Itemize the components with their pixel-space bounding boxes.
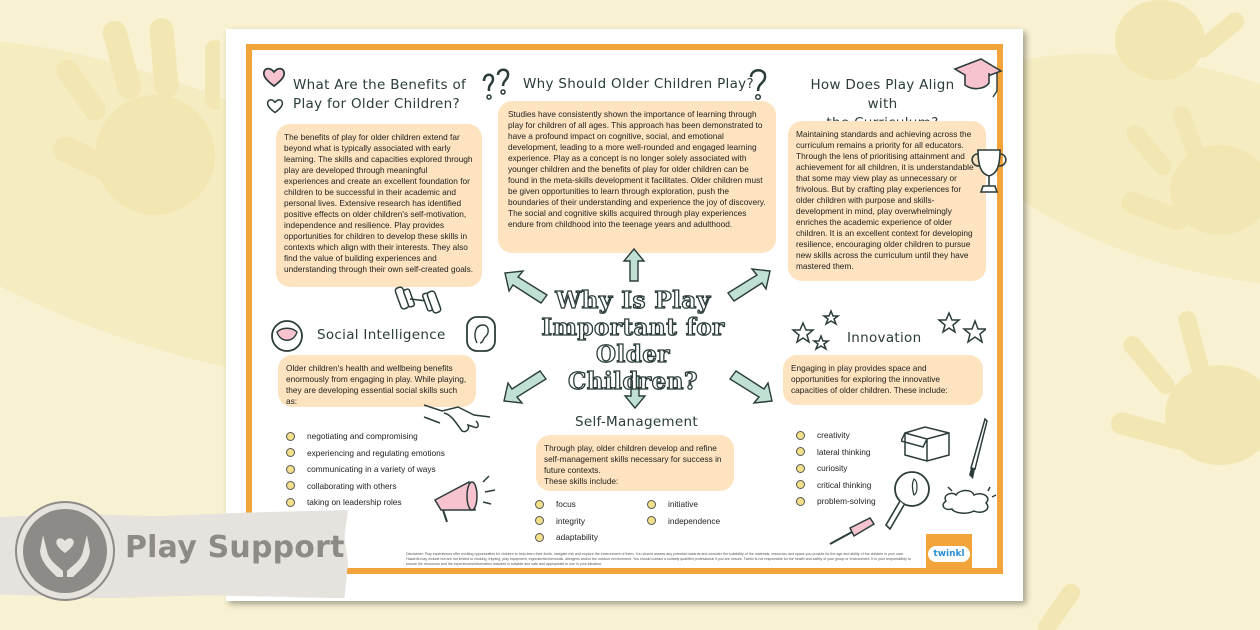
arrow-up-icon	[622, 247, 646, 283]
benefits-title-line1: What Are the Benefits of	[293, 77, 467, 93]
list-item-text: problem-solving	[817, 496, 876, 507]
handprint-icon	[1100, 0, 1260, 90]
social-skills-list	[286, 428, 445, 511]
list-item-text: creativity	[817, 430, 850, 441]
mouth-icon	[270, 319, 304, 353]
curriculum-text-box	[788, 121, 986, 281]
ear-icon	[465, 315, 497, 353]
bullet-icon	[796, 431, 805, 440]
list-item	[796, 444, 876, 461]
paintbrush-icon	[961, 417, 991, 487]
play-support-logo	[15, 501, 115, 601]
bullet-icon	[647, 516, 656, 525]
list-item	[286, 478, 445, 495]
list-item	[286, 428, 445, 445]
curriculum-title-line1: How Does Play Align with	[810, 77, 955, 112]
why-body: Studies have consistently shown the importance of learning through play for children of all ages. This approach has been demonstrated to have a profound impact on cognitive, social, and emotional development, leading to a more well-rounded and engaged learning experience. Play as a concept is no longer solely associated with younger children and the benefits of play for older children can be found in the meta-skills development it facilitates. Older children must be given opportunities to learn through exploration, push the boundaries of their understanding and experience the joy of discovery. The social and cognitive skills acquired through play experiences endure from childhood into the teenage years and adulthood.	[508, 109, 766, 229]
list-item	[647, 513, 720, 530]
self-management-title: Self-Management	[575, 414, 698, 430]
paint-splat-icon	[938, 481, 1000, 519]
bullet-icon	[796, 464, 805, 473]
arrow-down-right-icon	[728, 365, 774, 405]
hands-heart-icon	[35, 521, 95, 581]
innovation-text-box	[783, 355, 983, 405]
list-item	[535, 529, 598, 546]
trophy-icon	[968, 146, 1010, 198]
list-item-text: focus	[556, 499, 576, 510]
list-item-text: communicating in a variety of ways	[307, 464, 436, 475]
social-body: Older children's health and wellbeing benefits enormously from engaging in play. While playing, they are developing essential social skills such as:	[286, 363, 467, 406]
list-item-text: lateral thinking	[817, 446, 871, 457]
list-item	[796, 493, 876, 510]
list-item	[796, 477, 876, 494]
self-management-body-line2: These skills include:	[544, 476, 619, 486]
list-item	[535, 496, 598, 513]
list-item-text: initiative	[668, 499, 698, 510]
benefits-title	[293, 76, 466, 114]
twinkl-logo-text: twinkl	[928, 546, 969, 562]
list-item	[796, 427, 876, 444]
question-mark-icon	[747, 67, 769, 101]
graduation-cap-icon	[953, 55, 1003, 101]
handprint-icon	[1110, 290, 1260, 470]
innovation-skills-list	[796, 427, 876, 510]
bullet-icon	[286, 481, 295, 490]
why-title: Why Should Older Children Play?	[523, 76, 754, 92]
list-item-text: taking on leadership roles	[307, 497, 402, 508]
why-text-box	[498, 101, 776, 253]
list-item	[286, 445, 445, 462]
list-item	[796, 460, 876, 477]
bullet-icon	[796, 480, 805, 489]
self-management-body: Through play, older children develop and refine self-management skills necessary for success in future contexts.	[544, 443, 722, 475]
list-item	[535, 513, 598, 530]
benefits-body: The benefits of play for older children extend far beyond what is typically associated with early learning. The skills and capacities explored through play are developed through meaningful experiences and create an excellent foundation for children to be successful in their academic and personal lives. Extensive research has identified positive effects on older children's self-motivation, independence and resilience. Play provides opportunities for children to develop these skills in contexts which align with their interests. They also find the value of building experiences and understanding through their own self-created goals.	[284, 132, 474, 274]
question-marks-icon	[481, 67, 515, 101]
list-item	[647, 496, 720, 513]
benefits-title-line2: Play for Older Children?	[293, 96, 460, 112]
list-item-text: collaborating with others	[307, 480, 397, 491]
bullet-icon	[286, 432, 295, 441]
arrow-up-right-icon	[726, 267, 772, 307]
innovation-title: Innovation	[847, 330, 922, 346]
bullet-icon	[286, 448, 295, 457]
handprint-icon	[1120, 100, 1260, 250]
curriculum-body: Maintaining standards and achieving across the curriculum remains a priority for all educators. Through the lens of prioritising attainment and achievement for all children, it is understandable that some may view play as unnecessary or frivolous. But by crafting play experiences for older children with purpose and skills-development in mind, play overwhelmingly enriches the academic experience of older children. It is an excellent context for developing resilience, encouraging older children to pursue new skills across the curriculum until they have mastered them.	[796, 129, 974, 271]
bullet-icon	[535, 516, 544, 525]
list-item	[286, 494, 445, 511]
megaphone-icon	[429, 474, 499, 524]
heart-outline-icon	[266, 98, 284, 114]
self-management-text-box	[536, 435, 734, 491]
bullet-icon	[286, 465, 295, 474]
list-item-text: integrity	[556, 515, 586, 526]
bullet-icon	[796, 497, 805, 506]
list-item-text: critical thinking	[817, 479, 872, 490]
list-item-text: experiencing and regulating emotions	[307, 447, 445, 458]
list-item-text: curiosity	[817, 463, 848, 474]
dumbbell-icon	[394, 283, 442, 317]
bullet-icon	[286, 498, 295, 507]
heart-icon	[262, 66, 286, 88]
benefits-text-box	[276, 124, 482, 287]
bullet-icon	[535, 533, 544, 542]
list-item	[286, 461, 445, 478]
handprint-icon	[30, 10, 220, 220]
center-title: Why Is Play Important for Older Children?	[541, 287, 725, 395]
list-item-text: adaptability	[556, 532, 598, 543]
play-support-label: Play Support	[125, 530, 345, 565]
innovation-body: Engaging in play provides space and opportunities for exploring the innovative capacities of older children. These include:	[791, 363, 948, 395]
handprint-icon	[1020, 580, 1100, 630]
play-support-logo-inner	[23, 509, 107, 593]
box-icon	[901, 421, 953, 463]
magnifying-glass-icon	[882, 469, 932, 531]
disclaimer-text: Disclaimer: Play experiences offer exciting opportunities for children to help learn their limits, navigate risk and explore the environment of them. You should assess any potential hazards and consider the suitability of the materials, resources and space you provide for the age and ability of the children in your care. Hazards may include but are not limited to choking, tripping, play equipment, ingredients/chemicals, allergens and/or the outdoor environment. You should contact a suitably qualified professional if you are unsure. Twinkl is not responsible for the health and safety of your group or environment. It is your responsibility to ensure the resources and the experiences/information included is suitable and safe and appropriate to use in your situation.	[406, 552, 911, 566]
screwdriver-icon	[826, 514, 876, 548]
self-management-skills-list-1	[535, 496, 598, 546]
twinkl-logo[interactable]	[926, 534, 972, 574]
social-title: Social Intelligence	[317, 327, 446, 343]
list-item-text: independence	[668, 515, 721, 526]
self-management-skills-list-2	[647, 496, 720, 529]
bullet-icon	[796, 447, 805, 456]
list-item-text: negotiating and compromising	[307, 431, 418, 442]
bullet-icon	[647, 500, 656, 509]
bullet-icon	[535, 500, 544, 509]
